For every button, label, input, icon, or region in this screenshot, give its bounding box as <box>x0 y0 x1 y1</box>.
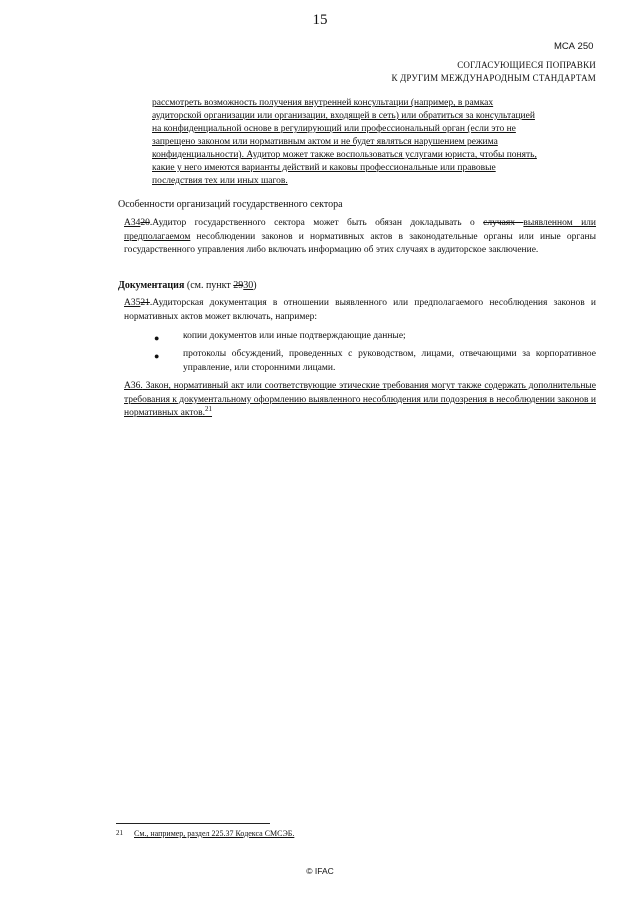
a34-text-pre: .Аудитор государственного сектора может быть обязан докладывать о <box>149 218 484 228</box>
footnote-text: См., например, раздел 225.37 Кодекса СМСЭБ. <box>134 829 295 838</box>
documentation-heading-post: ) <box>253 280 257 291</box>
footnote-mark: 21 <box>116 829 123 837</box>
a34-label-new: А34 <box>124 218 141 228</box>
a35-label-new: А35 <box>124 298 141 308</box>
header-title-line-2: К ДРУГИМ МЕЖДУНАРОДНЫМ СТАНДАРТАМ <box>391 73 596 83</box>
documentation-heading-bold: Документация <box>118 280 185 291</box>
documentation-heading-num-new: 30 <box>243 280 254 291</box>
documentation-heading-pre: (см. пункт <box>184 280 234 291</box>
bullet-item-1: копии документов или иные подтверждающие данные; <box>183 331 406 341</box>
intro-line-2: аудиторской организации или организации, входящей в сеть) или обратиться за консультацией <box>152 111 535 121</box>
a34-label-old: 20 <box>140 218 150 228</box>
intro-line-7: последствия тех или иных шагов. <box>152 176 288 186</box>
paragraph-a34 <box>124 217 596 258</box>
section-heading-documentation <box>118 280 257 291</box>
a35-text: .Аудиторская документация в отношении выявленного или предполагаемого несоблюдения законов и нормативных актов может включать, например: <box>124 298 596 322</box>
footnote-separator <box>116 823 270 824</box>
a34-text-struck: случаях <box>483 218 524 228</box>
a36-label: А36. <box>124 381 143 391</box>
a36-footnote-ref: 21 <box>205 405 213 414</box>
intro-line-1: рассмотреть возможность получения внутренней консультации (например, в рамках <box>152 98 494 108</box>
a34-text-inserted: выявленном или предполагаемом <box>124 218 597 242</box>
bullet-item-2: протоколы обсуждений, проведенных с руководством, лицами, отвечающими за корпоративное управление, или сторонними лицами. <box>183 349 596 373</box>
a34-text-post: несоблюдении законов и нормативных актов в законодательные органы или иные органы государственного управления либо включать информацию об этих случаях в аудиторское заключение. <box>124 231 596 256</box>
a35-label-old: 21 <box>140 298 150 308</box>
page-number: 15 <box>312 12 328 28</box>
intro-line-3: на конфиденциальной основе в регулирующий или профессиональный орган (если это не <box>152 124 516 134</box>
a36-text: Закон, нормативный акт или соответствующие этические требования могут также содержать дополнительные требования к документальному оформлению выявленного несоблюдения или подозрения в несоблюдении законов и нормативных актов. <box>124 381 596 419</box>
bullet-icon: ● <box>154 333 160 343</box>
paragraph-a36 <box>124 380 596 421</box>
section-heading-public-sector: Особенности организаций государственного сектора <box>118 199 343 210</box>
page-footer: © IFAC <box>306 866 334 876</box>
header-title-line-1: СОГЛАСУЮЩИЕСЯ ПОПРАВКИ <box>457 60 596 70</box>
intro-line-5: конфиденциальности). Аудитор может также воспользоваться услугами юриста, чтобы понять, <box>152 150 537 160</box>
document-reference: МСА 250 <box>554 41 594 52</box>
documentation-heading-num-old: 29 <box>233 280 244 291</box>
intro-line-4: запрещено законом или нормативным актом и не будет являться нарушением режима <box>152 137 498 147</box>
paragraph-a35 <box>124 297 596 324</box>
bullet-icon: ● <box>154 351 160 361</box>
intro-line-6: какие у него имеются варианты действий и каковы профессиональные или правовые <box>152 163 496 173</box>
